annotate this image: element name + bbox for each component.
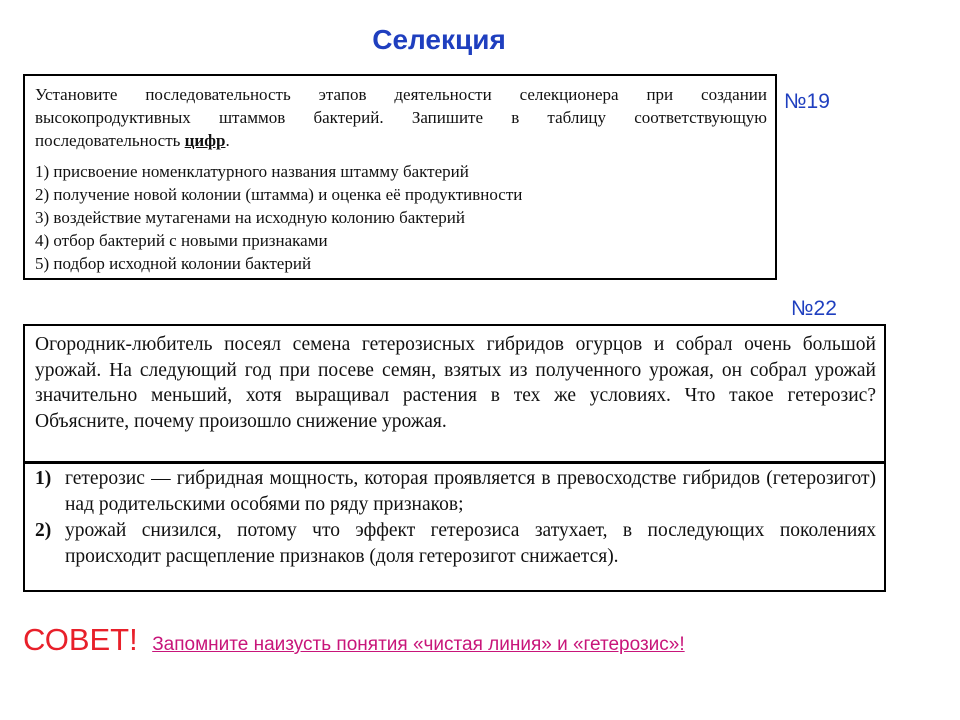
- answer-text: гетерозис — гибридная мощность, которая проявляется в превосходстве гибридов (гетерозигот) над родительскими особями по ряду признаков;: [65, 468, 876, 515]
- advice-link[interactable]: Запомните наизусть понятия «чистая линия» и «гетерозис»!: [152, 634, 685, 655]
- task-19-number: №19: [784, 90, 830, 113]
- task-19-intro: [35, 83, 767, 152]
- task-19-intro-bold: цифр: [184, 131, 226, 150]
- task-19-option: 5) подбор исходной колонии бактерий: [35, 254, 312, 273]
- page-title: Селекция: [372, 24, 506, 55]
- task-22-number: №22: [791, 297, 837, 320]
- task-19-box: [23, 74, 777, 280]
- task-19-option: 2) получение новой колонии (штамма) и оценка её продуктивности: [35, 185, 523, 204]
- task-19-option: 4) отбор бактерий с новыми признаками: [35, 231, 328, 250]
- task-19-option: 1) присвоение номенклатурного названия штамму бактерий: [35, 162, 469, 181]
- advice-line: [23, 622, 685, 658]
- task-22-box: [23, 324, 886, 592]
- answer-marker: 1): [35, 468, 52, 489]
- task-19-option: 3) воздействие мутагенами на исходную колонию бактерий: [35, 208, 465, 227]
- task-22-question: Огородник-любитель посеял семена гетерозисных гибридов огурцов и собрал очень большой урожай. На следующий год при посеве семян, взятых из полученного урожая, он собрал урожай значительно меньший, хотя выращивал растения в тех же условиях. Что такое гетерозис? Объясните, почему произошло снижение урожая.: [25, 326, 884, 464]
- answer-marker: 2): [35, 520, 52, 541]
- advice-label: СОВЕТ!: [23, 622, 138, 657]
- answer-item: [35, 466, 876, 518]
- task-22-answer: [25, 464, 884, 590]
- answer-item: [35, 518, 876, 570]
- answer-text: урожай снизился, потому что эффект гетерозиса затухает, в последующих поколениях происходит расщепление признаков (доля гетерозигот снижается).: [65, 520, 876, 567]
- task-19-intro-end: .: [225, 131, 230, 150]
- task-19-intro-text: Установите последовательность этапов деятельности селекционера при создании высокопродуктивных штаммов бактерий. Запишите в таблицу соответствующую последовательность: [35, 85, 767, 150]
